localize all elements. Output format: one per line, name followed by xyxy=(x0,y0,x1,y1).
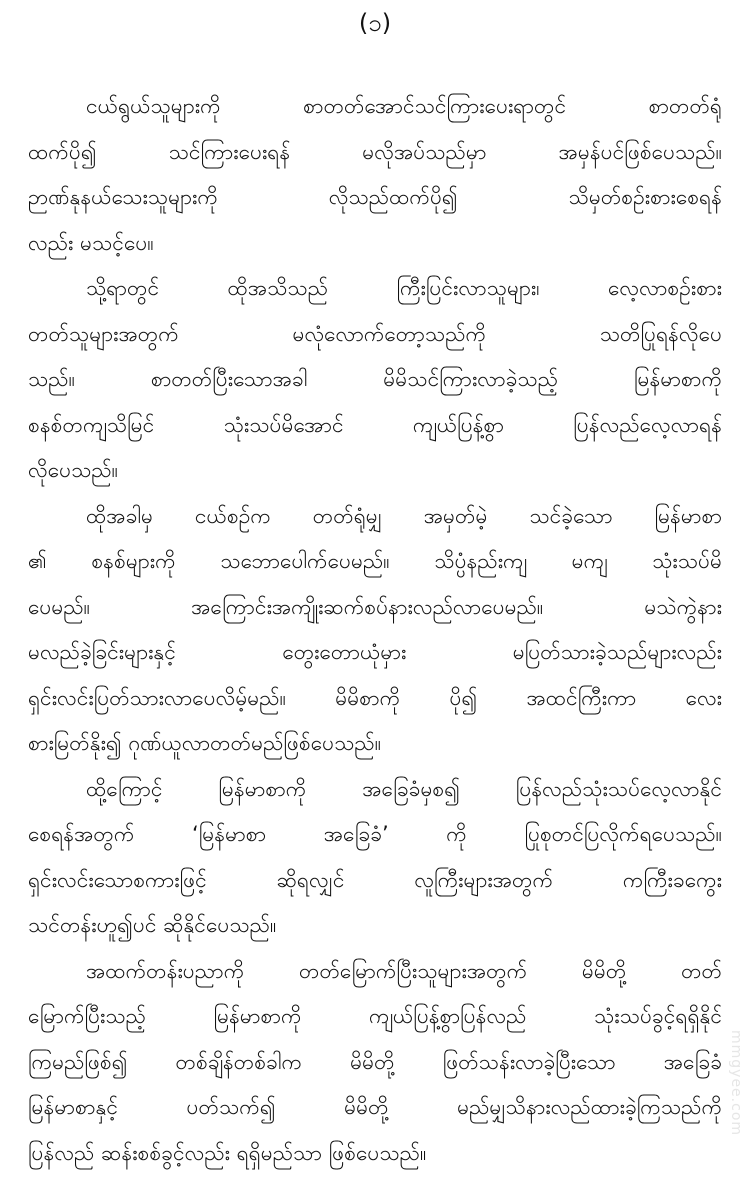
text-line: ၏ စနစ်များကို သဘောပေါက်ပေမည်။ သိပ္ပံနည်းကျ မကျ သုံးသပ်မိ xyxy=(28,549,722,573)
text-line: သို့ရာတွင် ထိုအသိသည် ကြီးပြင်းလာသူများ၊ လေ့လာစဉ်းစား xyxy=(86,276,722,300)
paragraph-3 xyxy=(28,494,722,767)
text-line: ရှင်းလင်းပြတ်သားလာပေလိမ့်မည်။ မိမိစာကို ပို၍ အထင်ကြီးကာ လေး xyxy=(28,685,722,710)
text-line: မြောက်ပြီးသည့် မြန်မာစာကို ကျယ်ပြန့်စွာပြန်လည် သုံးသပ်ခွင့်ရရှိနိုင် xyxy=(28,1004,722,1028)
text-line: ပေမည်။ အကြောင်းအကျိုးဆက်စပ်နားလည်လာပေမည်။ မသဲကွဲနား xyxy=(28,594,722,619)
text-line: စေရန်အတွက် ‘မြန်မာစာ အခြေခံ’ ကို ပြုစုတင်ပြလိုက်ရပေသည်။ xyxy=(28,822,722,846)
paragraph-1 xyxy=(28,84,722,266)
text-line: စားမြတ်နိုး၍ ဂုဏ်ယူလာတတ်မည်ဖြစ်ပေသည်။ xyxy=(28,731,382,755)
text-line: လည်း မသင့်ပေ။ xyxy=(28,230,154,255)
text-line: လိုပေသည်။ xyxy=(28,458,119,482)
text-line: ထိုအခါမှ ငယ်စဉ်က တတ်ရုံမျှ အမှတ်မဲ့ သင်ခဲ့သော မြန်မာစာ xyxy=(86,503,722,528)
text-line: တတ်သူများအတွက် မလုံလောက်တော့သည်ကို သတိပြုရန်လိုပေ xyxy=(28,321,722,346)
paragraph-4 xyxy=(28,767,722,949)
paragraph-5 xyxy=(28,949,722,1177)
text-line: သင်တန်းဟူ၍ပင် ဆိုနိုင်ပေသည်။ xyxy=(28,913,277,937)
text-line: ဉာဏ်နုနယ်သေးသူများကို လိုသည်ထက်ပို၍ သိမှတ်စဉ်းစားစေရန် xyxy=(28,185,722,209)
watermark-text: mmgyee.com xyxy=(728,1030,744,1137)
text-line: သည်။ စာတတ်ပြီးသောအခါ မိမိသင်ကြားလာခဲ့သည့် မြန်မာစာကို xyxy=(28,367,722,391)
text-line: ကြမည်ဖြစ်၍ တစ်ချိန်တစ်ခါက မိမိတို့ ဖြတ်သန်းလာခဲ့ပြီးသော အခြေခံ xyxy=(28,1049,722,1074)
text-line: စနစ်တကျသိမြင် သုံးသပ်မိအောင် ကျယ်ပြန့်စွာ ပြန်လည်လေ့လာရန် xyxy=(28,412,722,437)
paragraph-2 xyxy=(28,266,722,494)
text-line: မလည်ခဲ့ခြင်းများနှင့် တွေးတောယုံမှား မပြတ်သားခဲ့သည်များလည်း xyxy=(28,640,722,664)
text-line: မြန်မာစာနှင့် ပတ်သက်၍ မိမိတို့ မည်မျှသိနားလည်ထားခဲ့ကြသည်ကို xyxy=(28,1095,722,1119)
text-line: အထက်တန်းပညာကို တတ်မြောက်ပြီးသူများအတွက် မိမိတို့ တတ် xyxy=(86,958,722,983)
text-line: ငယ်ရွယ်သူများကို စာတတ်အောင်သင်ကြားပေးရာတွင် စာတတ်ရုံ xyxy=(86,94,722,118)
page-number: (၁) xyxy=(358,9,392,37)
text-line: ရှင်းလင်းသောစကားဖြင့် ဆိုရလျှင် လူကြီးများအတွက် ကကြီးခကွေး xyxy=(28,867,722,892)
text-line: ထက်ပို၍ သင်ကြားပေးရန် မလိုအပ်သည်မှာ အမှန်ပင်ဖြစ်ပေသည်။ xyxy=(28,139,722,164)
text-line: ထို့ကြောင့် မြန်မာစာကို အခြေခံမှစ၍ ပြန်လည်သုံးသပ်လေ့လာနိုင် xyxy=(86,776,722,801)
text-line: ပြန်လည် ဆန်းစစ်ခွင့်လည်း ရရှိမည်သာ ဖြစ်ပေသည်။ xyxy=(28,1140,427,1165)
